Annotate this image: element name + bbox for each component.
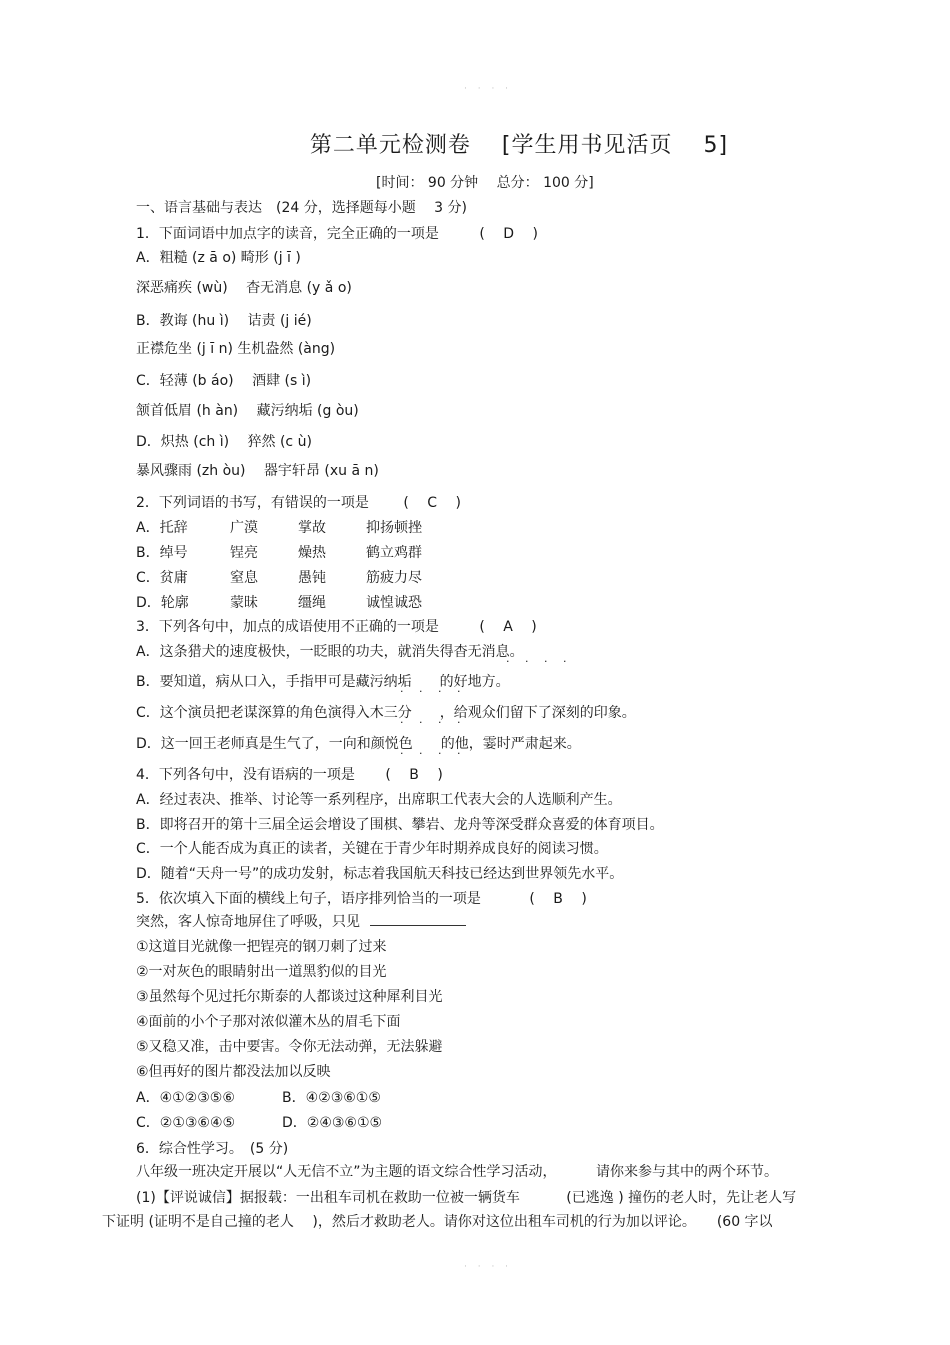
word-cell: 抑扬顿挫	[366, 520, 422, 536]
word-cell: 缰绳	[298, 595, 326, 611]
q5-sentence-6: ⑥但再好的图片都没法加以反映	[136, 1064, 331, 1080]
q3-option-c	[136, 702, 636, 722]
word-cell: 愚钝	[298, 570, 326, 586]
q6-intro: 八年级一班决定开展以“人无信不立”为主题的语文综合性学习活动， 请你来参与其中的两个环节。	[136, 1164, 778, 1180]
q6-part1-line1: (1)【评说诚信】据报载：一出租车司机在救助一位被一辆货车 (已逃逸 ) 撞伤的老人时，先让老人写	[136, 1190, 797, 1206]
q4-option-b: B．即将召开的第十三届全运会增设了围棋、攀岩、龙舟等深受群众喜爱的体育项目。	[136, 817, 664, 833]
q1-option-c-line1: C．轻薄 (b áo) 酒肆 (s ì)	[136, 373, 312, 389]
q5-sentence-2: ②一对灰色的眼睛射出一道黑豹似的目光	[136, 964, 387, 980]
question-4-stem	[136, 764, 443, 784]
word-cell: 广漠	[230, 520, 258, 536]
q4-option-d: D．随着“天舟一号”的成功发射，标志着我国航天科技已经达到世界领先水平。	[136, 866, 624, 882]
q3-option-a: A．这条猎犬的速度极快，一眨眼的功夫，就消失得杳无消息。	[136, 644, 524, 660]
word-cell: 掌故	[298, 520, 326, 536]
q1-option-c-line2: 颔首低眉 (h àn) 藏污纳垢 (g òu)	[136, 403, 359, 419]
emphasis-dots: . . . .	[400, 682, 467, 695]
emphasis-dots: . . . .	[506, 652, 573, 665]
word-cell: B．绰号	[136, 545, 188, 561]
answer-label: ( C )	[403, 495, 461, 511]
option-text: C．这个演员把老谋深算的角色演得入木三分	[136, 705, 412, 721]
word-cell: 窒息	[230, 570, 258, 586]
q5-sentence-1: ①这道目光就像一把锃亮的钢刀刺了过来	[136, 939, 387, 955]
q1-option-d-line1: D．炽热 (ch ì) 猝然 (c ù)	[136, 434, 312, 450]
option-text: ，给观众们留下了深刻的印象。	[439, 705, 636, 721]
word-cell: 蒙昧	[230, 595, 258, 611]
option-text: D．这一回王老师真是生气了，一向和颜悦色	[136, 736, 413, 752]
page-title: 第二单元检测卷 [学生用书见活页 5]	[309, 133, 729, 158]
question-stem-text: 3．下列各句中，加点的成语使用不正确的一项是	[136, 619, 439, 635]
q4-option-a: A．经过表决、推举、讨论等一系列程序，出席职工代表大会的人选顺利产生。	[136, 792, 622, 808]
q5-option-c: C．②①③⑥④⑤	[136, 1115, 236, 1131]
q3-option-d	[136, 733, 581, 753]
word-cell: 鹤立鸡群	[366, 545, 422, 561]
answer-label: ( D )	[479, 226, 538, 242]
q5-lead	[136, 911, 466, 931]
word-cell: 诚惶诚恐	[366, 595, 422, 611]
q5-sentence-3: ③虽然每个见过托尔斯泰的人都谈过这种犀利目光	[136, 989, 443, 1005]
question-3-stem	[136, 616, 537, 636]
q5-sentence-5: ⑤又稳又准，击中要害。令你无法动弹，无法躲避	[136, 1039, 443, 1055]
question-1-stem	[136, 223, 538, 243]
answer-label: ( A )	[479, 619, 537, 635]
q5-sentence-4: ④面前的小个子那对浓似灌木丛的眉毛下面	[136, 1014, 401, 1030]
page-bottom-mark: · · · ·	[464, 1262, 513, 1272]
fill-blank	[370, 913, 466, 926]
option-text: 的他，霎时严肃起来。	[440, 736, 581, 752]
q5-option-a: A．④①②③⑤⑥	[136, 1090, 235, 1106]
q6-part1-line2: 下证明 (证明不是自己撞的老人 )，然后才救助老人。请你对这位出租车司机的行为加以评论。 (60 字以	[102, 1214, 773, 1230]
question-5-stem	[136, 888, 587, 908]
word-cell: C．贫庸	[136, 570, 188, 586]
option-text: 的好地方。	[439, 674, 510, 690]
option-text: B．要知道，病从口入，手指甲可是藏污纳垢	[136, 674, 412, 690]
q4-option-c: C．一个人能否成为真正的读者，关键在于青少年时期养成良好的阅读习惯。	[136, 841, 608, 857]
section-heading: 一、语言基础与表达 (24 分，选择题每小题 3 分)	[136, 200, 467, 216]
question-2-stem	[136, 492, 461, 512]
q1-option-d-line2: 暴风骤雨 (zh òu) 器宇轩昂 (xu ā n)	[136, 463, 379, 479]
page-subtitle: [时间： 90 分钟 总分： 100 分]	[376, 175, 594, 191]
word-cell: 锃亮	[230, 545, 258, 561]
question-stem-text: 2．下列词语的书写，有错误的一项是	[136, 495, 369, 511]
word-cell: A．托辞	[136, 520, 188, 536]
question-6-stem: 6．综合性学习。 (5 分)	[136, 1141, 289, 1157]
word-cell: D．轮廓	[136, 595, 189, 611]
lead-text: 突然，客人惊奇地屏住了呼吸，只见	[136, 914, 360, 930]
question-stem-text: 4．下列各句中，没有语病的一项是	[136, 767, 355, 783]
q1-option-b-line2: 正襟危坐 (j ī n) 生机盎然 (àng)	[136, 341, 336, 357]
page-top-mark: · · · ·	[464, 84, 513, 94]
q1-option-b-line1: B．教诲 (hu ì) 诘责 (j ié)	[136, 313, 312, 329]
q1-option-a-line1: A．粗糙 (z ā o) 畸形 (j ī )	[136, 250, 301, 266]
answer-label: ( B )	[529, 891, 587, 907]
question-stem-text: 5．依次填入下面的横线上句子，语序排列恰当的一项是	[136, 891, 481, 907]
question-stem-text: 1．下面词语中加点字的读音，完全正确的一项是	[136, 226, 439, 242]
q5-option-b: B．④②③⑥①⑤	[282, 1090, 381, 1106]
emphasis-dots: . . . .	[400, 713, 467, 726]
answer-label: ( B )	[385, 767, 443, 783]
q1-option-a-line2: 深恶痛疾 (wù) 杳无消息 (y ǎ o)	[136, 280, 352, 296]
emphasis-dots: . . . .	[400, 744, 467, 757]
word-cell: 筋疲力尽	[366, 570, 422, 586]
q5-option-d: D．②④③⑥①⑤	[282, 1115, 383, 1131]
word-cell: 燥热	[298, 545, 326, 561]
